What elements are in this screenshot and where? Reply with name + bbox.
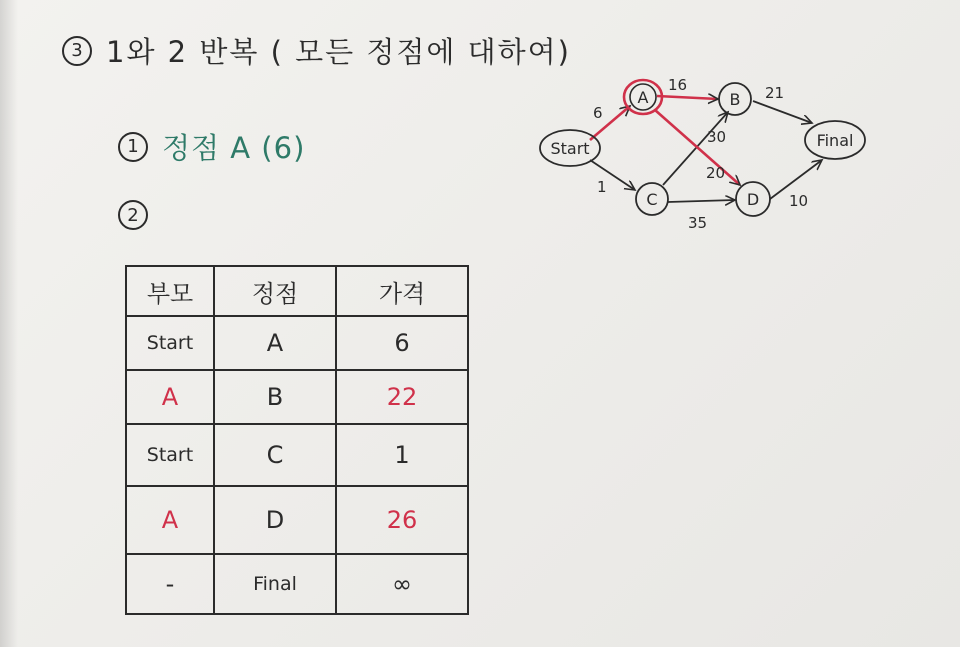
- edge-a-b-weight: 16: [668, 76, 688, 94]
- cell-vertex: Final: [214, 554, 336, 614]
- cell-price: 26: [336, 486, 468, 554]
- edge-b-final: [753, 101, 812, 123]
- edge-a-b: [657, 96, 718, 99]
- table-row: [126, 370, 468, 424]
- edge-a-d: [655, 110, 740, 185]
- header-price: 가격: [336, 266, 468, 316]
- heading-text: 1와 2 반복 ( 모든 정점에 대하여): [106, 35, 571, 69]
- header-parent: 부모: [126, 266, 214, 316]
- edge-a-d-weight: 20: [706, 164, 726, 182]
- edge-c-d-weight: 35: [688, 214, 708, 232]
- cell-price: 6: [336, 316, 468, 370]
- cell-parent: A: [126, 370, 214, 424]
- step-2-number: 2: [118, 200, 148, 230]
- node-c-label: C: [646, 190, 658, 209]
- cell-vertex: A: [214, 316, 336, 370]
- cell-parent: A: [126, 486, 214, 554]
- edge-b-final-weight: 21: [765, 84, 785, 102]
- cell-price: 1: [336, 424, 468, 486]
- edge-start-a-weight: 6: [593, 104, 603, 122]
- edge-d-final-weight: 10: [789, 192, 809, 210]
- table-row: [126, 424, 468, 486]
- cell-parent: Start: [126, 316, 214, 370]
- node-a-label: A: [637, 88, 649, 107]
- edge-start-c-weight: 1: [597, 178, 607, 196]
- table-row: [126, 316, 468, 370]
- cell-price: ∞: [336, 554, 468, 614]
- cell-vertex: C: [214, 424, 336, 486]
- cell-price: 22: [336, 370, 468, 424]
- cell-parent: -: [126, 554, 214, 614]
- header-vertex: 정점: [214, 266, 336, 316]
- cell-vertex: B: [214, 370, 336, 424]
- table-row: [126, 554, 468, 614]
- cell-vertex: D: [214, 486, 336, 554]
- node-start-label: Start: [550, 139, 590, 158]
- node-d-label: D: [746, 190, 760, 209]
- node-final-label: Final: [816, 131, 854, 150]
- edge-c-b-weight: 30: [707, 128, 727, 146]
- cell-parent: Start: [126, 424, 214, 486]
- step-1-text: 정점 A (6): [162, 131, 306, 165]
- node-b-label: B: [729, 90, 741, 109]
- result-table: [125, 265, 469, 615]
- table-row: [126, 486, 468, 554]
- step-1-number: 1: [118, 132, 148, 162]
- table-header-row: [126, 266, 468, 316]
- edge-c-d: [668, 200, 735, 202]
- heading-number: 3: [62, 36, 92, 66]
